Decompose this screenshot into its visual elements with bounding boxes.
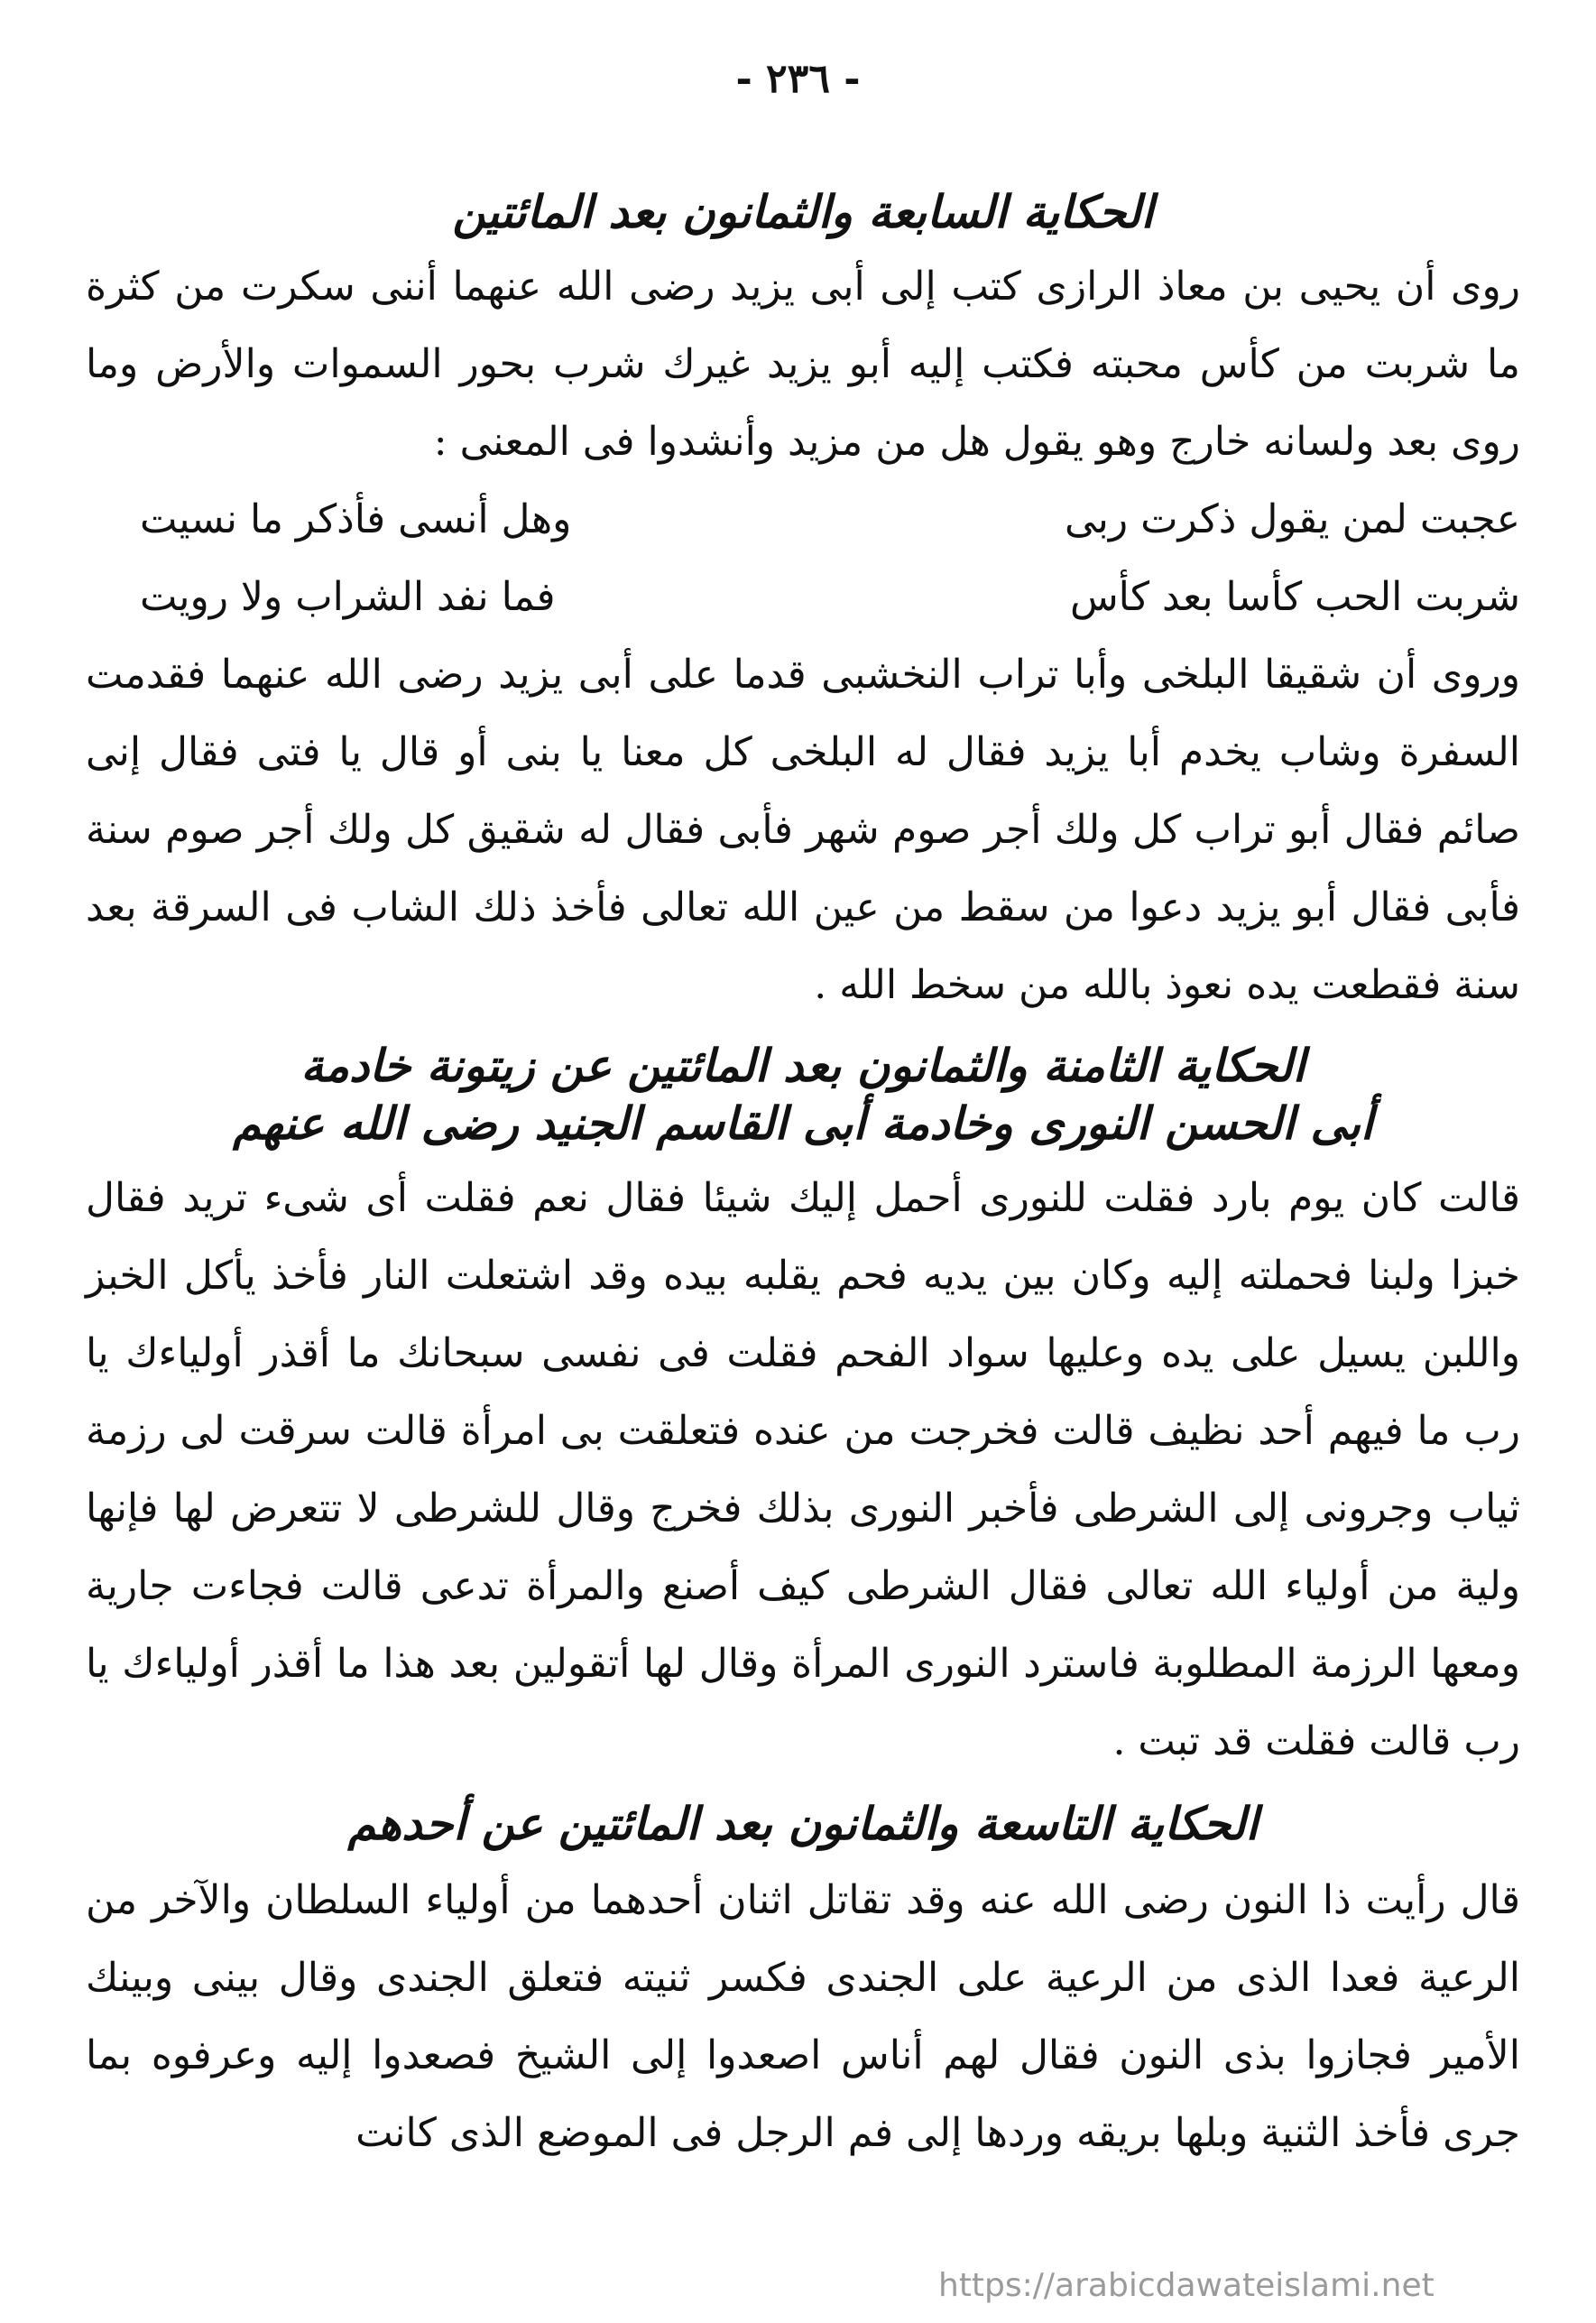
verse-line-2 — [86, 559, 1520, 636]
story-89-paragraph-1: قال رأيت ذا النون رضى الله عنه وقد تقاتل اثنان أحدهما من أولياء السلطان والآخر من الرعية فعدا الذى من الرعية على الجندى فكسر ثنيته فتعلق الجندى وقال بينى وبينك الأمير فجازوا بذى النون فقال لهم أناس اصعدوا إلى الشيخ فصعدوا إليه وعرفوه بما جرى فأخذ الثنية وبلها بريقه وردها إلى فم الرجل فى الموضع الذى كانت — [86, 1877, 1520, 2156]
verse-1-right-hemistich: عجبت لمن يقول ذكرت ربى — [1064, 496, 1520, 542]
story-88-title-line-1: الحكاية الثامنة والثمانون بعد المائتين عن زيتونة خادمة — [300, 1040, 1305, 1092]
story-87-title: الحكاية السابعة والثمانون بعد المائتين — [452, 186, 1154, 238]
story-87-paragraph-1: روى أن يحيى بن معاذ الرازى كتب إلى أبى يزيد رضى الله عنهما أننى سكرت من كثرة ما شربت من كأس محبته فكتب إليه أبو يزيد غيرك شرب بحور السموات والأرض وما روى بعد ولسانه خارج وهو يقول هل من مزيد وأنشدوا فى المعنى : — [86, 264, 1520, 465]
story-88-paragraph-1: قالت كان يوم بارد فقلت للنورى أحمل إليك شيئا فقال نعم فقلت أى شىء تريد فقال خبزا ولبنا فحملته إليه وكان بين يديه فحم يقلبه بيده وقد اشتعلت النار فأخذ يأكل الخبز واللبن يسيل على يده وعليها سواد الفحم فقلت فى نفسى سبحانك ما أقذر أولياءك يا رب ما فيهم أحد نظيف قالت فخرجت من عنده فتعلقت بى امرأة قالت سرقت لى رزمة ثياب وجرونى إلى الشرطى فأخبر النورى بذلك فخرج وقال للشرطى لا تتعرض لها فإنها ولية من أولياء الله تعالى فقال الشرطى كيف أصنع والمرأة تدعى قالت فجاءت جارية ومعها الرزمة المطلوبة فاسترد النورى المرأة وقال لها أتقولين بعد هذا ما أقذر أولياءك يا رب قالت فقلت قد تبت . — [86, 1175, 1520, 1764]
story-88-title-line-2: أبى الحسن النورى وخادمة أبى القاسم الجنيد رضى الله عنهم — [233, 1097, 1373, 1150]
story-89-title: الحكاية التاسعة والثمانون بعد المائتين عن أحدهم — [347, 1798, 1259, 1850]
verse-2-right-hemistich: شربت الحب كأسا بعد كأس — [1069, 574, 1520, 620]
story-87-paragraph-2: وروى أن شقيقا البلخى وأبا تراب النخشبى قدما على أبى يزيد رضى الله عنهما فقدمت السفرة وشاب يخدم أبا يزيد فقال له البلخى كل معنا يا بنى أو قال يا فتى فقال إنى صائم فقال أبو تراب كل ولك أجر صوم شهر فأبى فقال له شقيق كل ولك أجر صوم سنة فأبى فقال أبو يزيد دعوا من سقط من عين الله تعالى فأخذ ذلك الشاب فى السرقة بعد سنة فقطعت يده نعوذ بالله من سخط الله . — [86, 652, 1520, 1008]
page-content — [86, 158, 1520, 2172]
watermark-url: https://arabicdawateislami.net — [938, 2267, 1435, 2304]
verse-1-left-hemistich: وهل أنسى فأذكر ما نسيت — [140, 496, 572, 542]
verse-2-left-hemistich: فما نفد الشراب ولا رويت — [140, 574, 556, 620]
verse-line-1 — [86, 481, 1520, 559]
page-number: - ٢٣٦ - — [735, 56, 861, 102]
